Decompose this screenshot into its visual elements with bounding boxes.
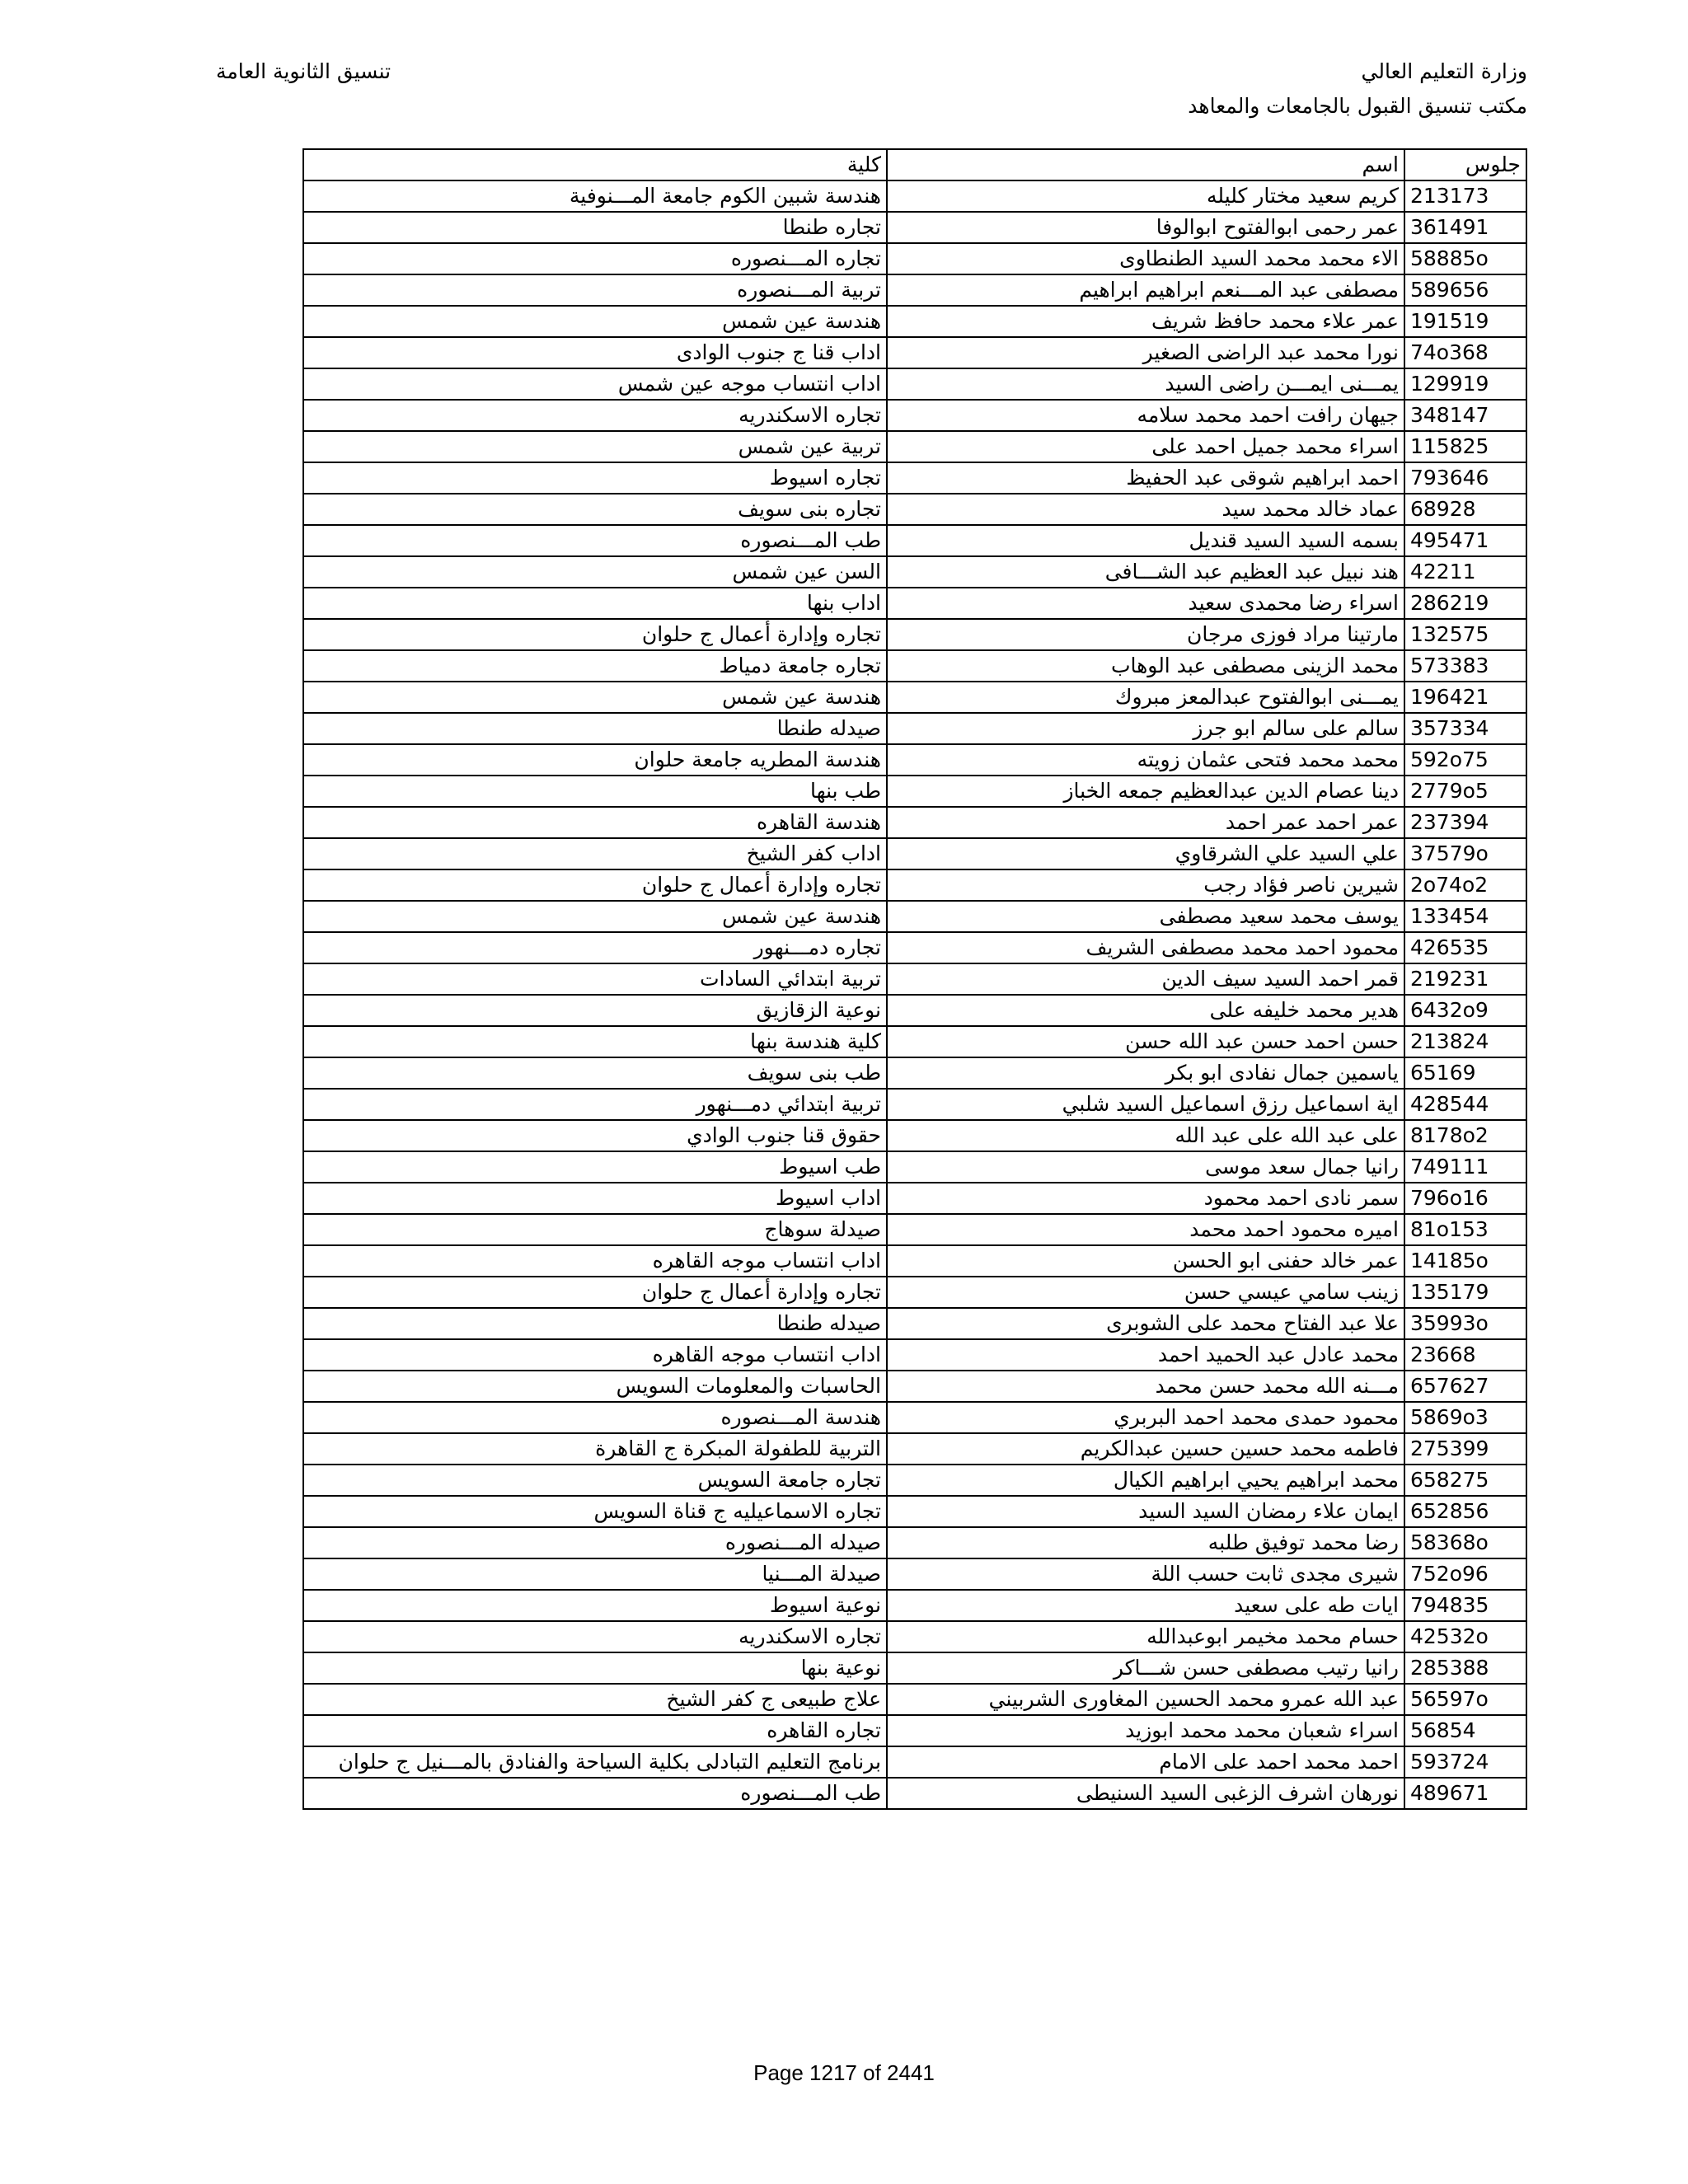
table-row (303, 1120, 1526, 1151)
college-cell: برنامج التعليم التبادلى بكلية السياحة والفنادق بالمـــنيل ج حلوان (303, 1746, 887, 1778)
table-row (303, 776, 1526, 807)
college-cell: تجاره القاهره (303, 1715, 887, 1746)
table-row (303, 1402, 1526, 1433)
table-row (303, 525, 1526, 556)
college-cell: التربية للطفولة المبكرة ج القاهرة (303, 1433, 887, 1465)
student-name-cell: جيهان رافت احمد محمد سلامه (887, 400, 1404, 431)
college-cell: تجاره المـــنصوره (303, 243, 887, 274)
student-name-cell: هدير محمد خليفه على (887, 995, 1404, 1026)
seat-number-cell: 56597o (1404, 1684, 1526, 1715)
student-name-cell: مارتينا مراد فوزى مرجان (887, 619, 1404, 650)
student-name-cell: رانيا جمال سعد موسى (887, 1151, 1404, 1183)
table-row (303, 494, 1526, 525)
table-row (303, 1183, 1526, 1214)
college-cell: تربية المـــنصوره (303, 274, 887, 306)
table-row (303, 368, 1526, 400)
student-name-cell: نورهان اشرف الزغبى السيد السنيطى (887, 1778, 1404, 1809)
seat-number-cell: 357334 (1404, 713, 1526, 744)
table-row (303, 869, 1526, 901)
table-row (303, 1621, 1526, 1652)
student-name-cell: اسراء شعبان محمد محمد ابوزيد (887, 1715, 1404, 1746)
student-name-cell: اية اسماعيل رزق اسماعيل السيد شلبي (887, 1089, 1404, 1120)
college-cell: اداب كفر الشيخ (303, 838, 887, 869)
seat-number-cell: 593724 (1404, 1746, 1526, 1778)
column-header-name: اسم (887, 149, 1404, 180)
table-row (303, 1558, 1526, 1590)
college-cell: نوعية الزقازيق (303, 995, 887, 1026)
college-cell: صيدلة سوهاج (303, 1214, 887, 1245)
seat-number-cell: 129919 (1404, 368, 1526, 400)
seat-number-cell: 42532o (1404, 1621, 1526, 1652)
table-row (303, 212, 1526, 243)
seat-number-cell: 196421 (1404, 682, 1526, 713)
student-name-cell: محمود حمدى محمد احمد البربري (887, 1402, 1404, 1433)
student-name-cell: عمر خالد حفنى ابو الحسن (887, 1245, 1404, 1277)
college-cell: اداب انتساب موجه القاهره (303, 1339, 887, 1371)
college-cell: تجاره جامعة السويس (303, 1465, 887, 1496)
college-cell: الحاسبات والمعلومات السويس (303, 1371, 887, 1402)
college-cell: هندسة عين شمس (303, 682, 887, 713)
table-row (303, 619, 1526, 650)
seat-number-cell: 794835 (1404, 1590, 1526, 1621)
seat-number-cell: 68928 (1404, 494, 1526, 525)
college-cell: نوعية بنها (303, 1652, 887, 1684)
college-cell: هندسة عين شمس (303, 901, 887, 932)
college-cell: طب المـــنصوره (303, 525, 887, 556)
student-name-cell: اسراء محمد جميل احمد على (887, 431, 1404, 462)
table-row (303, 1652, 1526, 1684)
student-name-cell: محمد عادل عبد الحميد احمد (887, 1339, 1404, 1371)
table-row (303, 932, 1526, 963)
table-row (303, 650, 1526, 682)
college-cell: تجاره وإدارة أعمال ج حلوان (303, 619, 887, 650)
college-cell: اداب بنها (303, 588, 887, 619)
college-cell: طب بنها (303, 776, 887, 807)
seat-number-cell: 793646 (1404, 462, 1526, 494)
seat-number-cell: 275399 (1404, 1433, 1526, 1465)
student-name-cell: مـــنه الله محمد حسن محمد (887, 1371, 1404, 1402)
table-row (303, 243, 1526, 274)
seat-number-cell: 213824 (1404, 1026, 1526, 1057)
seat-number-cell: 285388 (1404, 1652, 1526, 1684)
table-row (303, 1715, 1526, 1746)
table-row (303, 1371, 1526, 1402)
student-name-cell: عبد الله عمرو محمد الحسين المغاورى الشربيني (887, 1684, 1404, 1715)
student-name-cell: ياسمين جمال نفادى ابو بكر (887, 1057, 1404, 1089)
college-cell: تجاره وإدارة أعمال ج حلوان (303, 869, 887, 901)
student-name-cell: يوسف محمد سعيد مصطفى (887, 901, 1404, 932)
student-name-cell: يمـــنى ابوالفتوح عبدالمعز مبروك (887, 682, 1404, 713)
seat-number-cell: 428544 (1404, 1089, 1526, 1120)
column-header-college: كلية (303, 149, 887, 180)
student-name-cell: بسمه السيد السيد قنديل (887, 525, 1404, 556)
table-row (303, 306, 1526, 337)
college-cell: طب المـــنصوره (303, 1778, 887, 1809)
college-cell: اداب اسيوط (303, 1183, 887, 1214)
seat-number-cell: 652856 (1404, 1496, 1526, 1527)
college-cell: تجاره جامعة دمياط (303, 650, 887, 682)
seat-number-cell: 65169 (1404, 1057, 1526, 1089)
office-heading: مكتب تنسيق القبول بالجامعات والمعاهد (1188, 94, 1527, 118)
table-row (303, 337, 1526, 368)
student-name-cell: حسن احمد حسن عبد الله حسن (887, 1026, 1404, 1057)
table-row (303, 1778, 1526, 1809)
table-row (303, 1746, 1526, 1778)
college-cell: هندسة المـــنصوره (303, 1402, 887, 1433)
table-row (303, 556, 1526, 588)
student-name-cell: كريم سعيد مختار كليله (887, 180, 1404, 212)
student-name-cell: عمر احمد عمر احمد (887, 807, 1404, 838)
seat-number-cell: 796o16 (1404, 1183, 1526, 1214)
table-row (303, 838, 1526, 869)
college-cell: السن عين شمس (303, 556, 887, 588)
seat-number-cell: 37579o (1404, 838, 1526, 869)
college-cell: نوعية اسيوط (303, 1590, 887, 1621)
student-name-cell: عمر علاء محمد حافظ شريف (887, 306, 1404, 337)
seat-number-cell: 348147 (1404, 400, 1526, 431)
seat-number-cell: 56854 (1404, 1715, 1526, 1746)
table-row (303, 431, 1526, 462)
table-row (303, 180, 1526, 212)
seat-number-cell: 2779o5 (1404, 776, 1526, 807)
college-cell: هندسة عين شمس (303, 306, 887, 337)
seat-number-cell: 132575 (1404, 619, 1526, 650)
seat-number-cell: 219231 (1404, 963, 1526, 995)
table-header-row (303, 149, 1526, 180)
seat-number-cell: 658275 (1404, 1465, 1526, 1496)
table-row (303, 462, 1526, 494)
seat-number-cell: 495471 (1404, 525, 1526, 556)
college-cell: تربية ابتدائي دمـــنهور (303, 1089, 887, 1120)
table-row (303, 995, 1526, 1026)
seat-number-cell: 14185o (1404, 1245, 1526, 1277)
section-heading: تنسيق الثانوية العامة (216, 59, 392, 83)
college-cell: تجاره الاسكندريه (303, 400, 887, 431)
student-name-cell: نورا محمد عبد الراضى الصغير (887, 337, 1404, 368)
college-cell: هندسة القاهره (303, 807, 887, 838)
seat-number-cell: 749111 (1404, 1151, 1526, 1183)
college-cell: صيدلة المـــنيا (303, 1558, 887, 1590)
student-name-cell: على عبد الله على عبد الله (887, 1120, 1404, 1151)
ministry-heading: وزارة التعليم العالي (1361, 59, 1527, 83)
seat-number-cell: 237394 (1404, 807, 1526, 838)
page-number: Page 1217 of 2441 (753, 2060, 935, 2085)
student-name-cell: محمود احمد محمد مصطفى الشريف (887, 932, 1404, 963)
seat-number-cell: 58368o (1404, 1527, 1526, 1558)
table-row (303, 1590, 1526, 1621)
college-cell: تجاره الاسماعيليه ج قناة السويس (303, 1496, 887, 1527)
student-name-cell: قمر احمد السيد سيف الدين (887, 963, 1404, 995)
college-cell: اداب انتساب موجه عين شمس (303, 368, 887, 400)
table-row (303, 1433, 1526, 1465)
seat-number-cell: 489671 (1404, 1778, 1526, 1809)
student-name-cell: سالم على سالم ابو جرز (887, 713, 1404, 744)
college-cell: تجاره وإدارة أعمال ج حلوان (303, 1277, 887, 1308)
seat-number-cell: 752o96 (1404, 1558, 1526, 1590)
student-name-cell: محمد ابراهيم يحيي ابراهيم الكيال (887, 1465, 1404, 1496)
college-cell: اداب قنا ج جنوب الوادى (303, 337, 887, 368)
college-cell: صيدله طنطا (303, 713, 887, 744)
college-cell: علاج طبيعى ج كفر الشيخ (303, 1684, 887, 1715)
student-name-cell: رضا محمد توفيق طلبه (887, 1527, 1404, 1558)
student-name-cell: شيرين ناصر فؤاد رجب (887, 869, 1404, 901)
seat-number-cell: 2o74o2 (1404, 869, 1526, 901)
student-name-cell: هند نبيل عبد العظيم عبد الشـــافى (887, 556, 1404, 588)
table-row (303, 1496, 1526, 1527)
table-row (303, 400, 1526, 431)
college-cell: هندسة شبين الكوم جامعة المـــنوفية (303, 180, 887, 212)
college-cell: صيدله طنطا (303, 1308, 887, 1339)
table-row (303, 744, 1526, 776)
student-name-cell: اميره محمود احمد محمد (887, 1214, 1404, 1245)
student-name-cell: فاطمه محمد حسين حسين عبدالكريم (887, 1433, 1404, 1465)
seat-number-cell: 133454 (1404, 901, 1526, 932)
student-name-cell: سمر نادى احمد محمود (887, 1183, 1404, 1214)
table-row (303, 1151, 1526, 1183)
table-row (303, 1308, 1526, 1339)
table-row (303, 1245, 1526, 1277)
student-name-cell: ايمان علاء رمضان السيد السيد (887, 1496, 1404, 1527)
college-cell: تجاره بنى سويف (303, 494, 887, 525)
seat-number-cell: 426535 (1404, 932, 1526, 963)
student-name-cell: رانيا رتيب مصطفى حسن شـــاكر (887, 1652, 1404, 1684)
student-name-cell: عماد خالد محمد سيد (887, 494, 1404, 525)
student-name-cell: شيرى مجدى ثابت حسب اللة (887, 1558, 1404, 1590)
table-row (303, 963, 1526, 995)
college-cell: تجاره الاسكندريه (303, 1621, 887, 1652)
table-row (303, 713, 1526, 744)
admission-results-table (302, 148, 1527, 1810)
table-row (303, 1057, 1526, 1089)
seat-number-cell: 361491 (1404, 212, 1526, 243)
student-name-cell: دينا عصام الدين عبدالعظيم جمعه الخباز (887, 776, 1404, 807)
seat-number-cell: 115825 (1404, 431, 1526, 462)
seat-number-cell: 74o368 (1404, 337, 1526, 368)
college-cell: اداب انتساب موجه القاهره (303, 1245, 887, 1277)
college-cell: تجاره اسيوط (303, 462, 887, 494)
student-name-cell: مصطفى عبد المـــنعم ابراهيم ابراهيم (887, 274, 1404, 306)
seat-number-cell: 5869o3 (1404, 1402, 1526, 1433)
table-row (303, 1684, 1526, 1715)
student-name-cell: يمـــنى ايمـــن راضى السيد (887, 368, 1404, 400)
college-cell: تجاره دمـــنهور (303, 932, 887, 963)
seat-number-cell: 58885o (1404, 243, 1526, 274)
college-cell: حقوق قنا جنوب الوادي (303, 1120, 887, 1151)
student-name-cell: اسراء رضا محمدى سعيد (887, 588, 1404, 619)
table-row (303, 1339, 1526, 1371)
student-name-cell: الاء محمد محمد السيد الطنطاوى (887, 243, 1404, 274)
table-row (303, 1277, 1526, 1308)
seat-number-cell: 8178o2 (1404, 1120, 1526, 1151)
student-name-cell: علا عبد الفتاح محمد على الشوبرى (887, 1308, 1404, 1339)
student-name-cell: احمد محمد احمد على الامام (887, 1746, 1404, 1778)
seat-number-cell: 592o75 (1404, 744, 1526, 776)
seat-number-cell: 35993o (1404, 1308, 1526, 1339)
table-row (303, 1026, 1526, 1057)
student-name-cell: محمد محمد فتحى عثمان زويته (887, 744, 1404, 776)
table-row (303, 274, 1526, 306)
seat-number-cell: 286219 (1404, 588, 1526, 619)
college-cell: هندسة المطريه جامعة حلوان (303, 744, 887, 776)
college-cell: كلية هندسة بنها (303, 1026, 887, 1057)
table-row (303, 1214, 1526, 1245)
student-name-cell: حسام محمد مخيمر ابوعبدالله (887, 1621, 1404, 1652)
seat-number-cell: 42211 (1404, 556, 1526, 588)
seat-number-cell: 23668 (1404, 1339, 1526, 1371)
college-cell: تربية عين شمس (303, 431, 887, 462)
table-row (303, 682, 1526, 713)
student-name-cell: احمد ابراهيم شوقى عبد الحفيظ (887, 462, 1404, 494)
college-cell: صيدله المـــنصوره (303, 1527, 887, 1558)
seat-number-cell: 589656 (1404, 274, 1526, 306)
college-cell: طب بنى سويف (303, 1057, 887, 1089)
seat-number-cell: 6432o9 (1404, 995, 1526, 1026)
seat-number-cell: 135179 (1404, 1277, 1526, 1308)
student-name-cell: علي السيد علي الشرقاوي (887, 838, 1404, 869)
column-header-seat: جلوس (1404, 149, 1526, 180)
college-cell: طب اسيوط (303, 1151, 887, 1183)
table-row (303, 901, 1526, 932)
seat-number-cell: 657627 (1404, 1371, 1526, 1402)
college-cell: تربية ابتدائي السادات (303, 963, 887, 995)
seat-number-cell: 81o153 (1404, 1214, 1526, 1245)
student-name-cell: زينب سامي عيسي حسن (887, 1277, 1404, 1308)
student-name-cell: عمر رحمى ابوالفتوح ابوالوفا (887, 212, 1404, 243)
student-name-cell: ايات طه على سعيد (887, 1590, 1404, 1621)
seat-number-cell: 213173 (1404, 180, 1526, 212)
table-row (303, 807, 1526, 838)
seat-number-cell: 573383 (1404, 650, 1526, 682)
college-cell: تجاره طنطا (303, 212, 887, 243)
table-row (303, 1465, 1526, 1496)
student-name-cell: محمد الزينى مصطفى عبد الوهاب (887, 650, 1404, 682)
table-row (303, 1089, 1526, 1120)
table-row (303, 1527, 1526, 1558)
seat-number-cell: 191519 (1404, 306, 1526, 337)
table-row (303, 588, 1526, 619)
